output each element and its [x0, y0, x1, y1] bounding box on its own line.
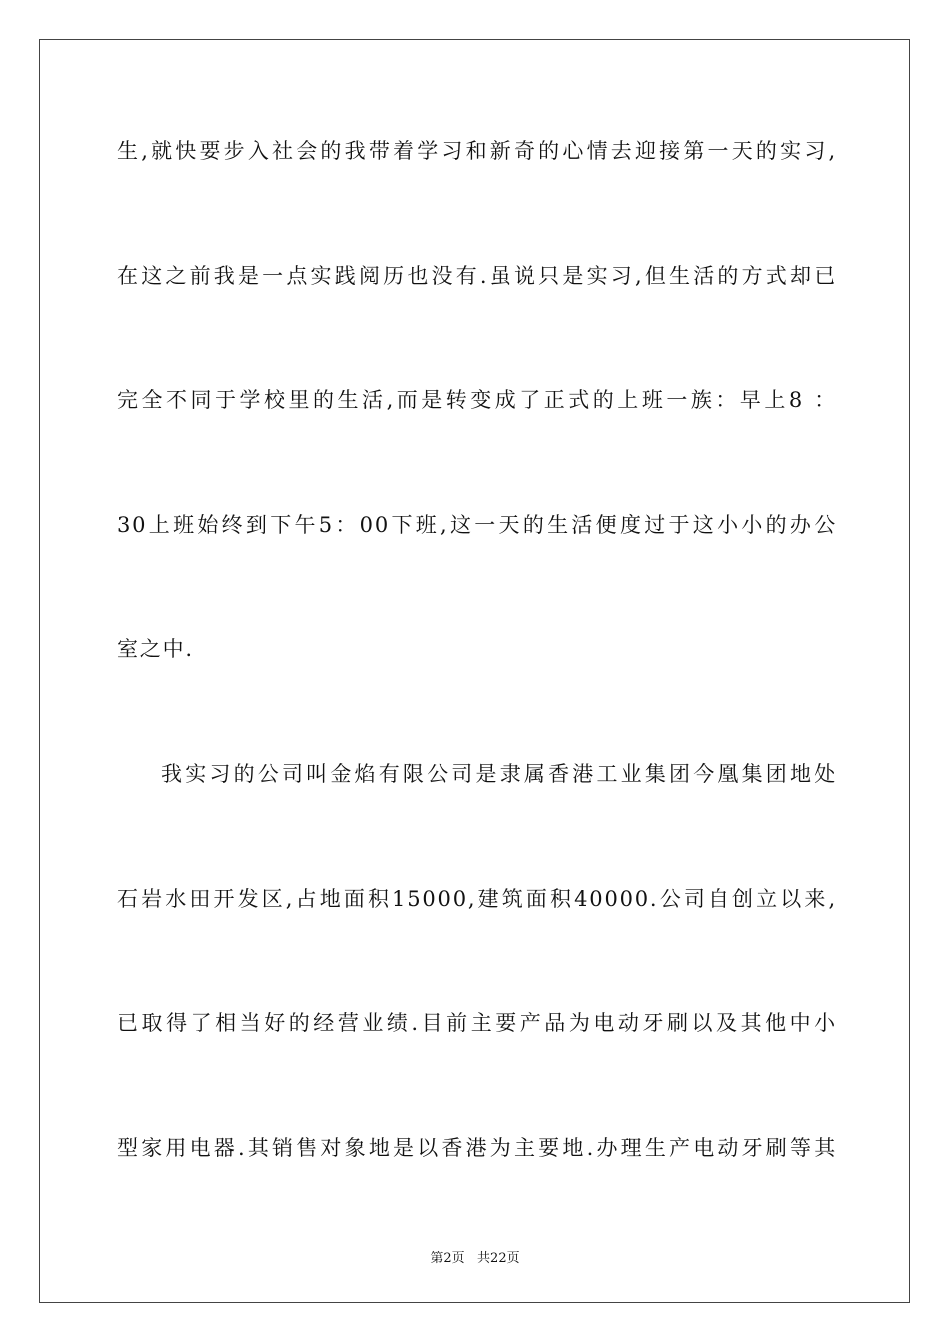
text-line: 生,就快要步入社会的我带着学习和新奇的心情去迎接第一天的实习,: [117, 139, 837, 163]
text-line: 30上班始终到下午5：00下班,这一天的生活便度过于这小小的办公: [117, 513, 837, 537]
text-line: 在这之前我是一点实践阅历也没有.虽说只是实习,但生活的方式却已: [117, 264, 837, 288]
paragraph-first-line: 我实习的公司叫金焰有限公司是隶属香港工业集团今凰集团地处: [161, 762, 837, 786]
text-line: 已取得了相当好的经营业绩.目前主要产品为电动牙刷以及其他中小: [117, 1011, 837, 1035]
text-line: 室之中.: [117, 637, 194, 661]
page-border: [39, 39, 910, 1303]
text-line: 型家用电器.其销售对象地是以香港为主要地.办理生产电动牙刷等其: [117, 1136, 837, 1160]
page-number-footer: 第2页 共22页: [430, 1251, 520, 1266]
text-line: 石岩水田开发区,占地面积15000,建筑面积40000.公司自创立以来,: [117, 887, 837, 911]
text-line: 完全不同于学校里的生活,而是转变成了正式的上班一族：早上8 ：: [117, 388, 837, 412]
